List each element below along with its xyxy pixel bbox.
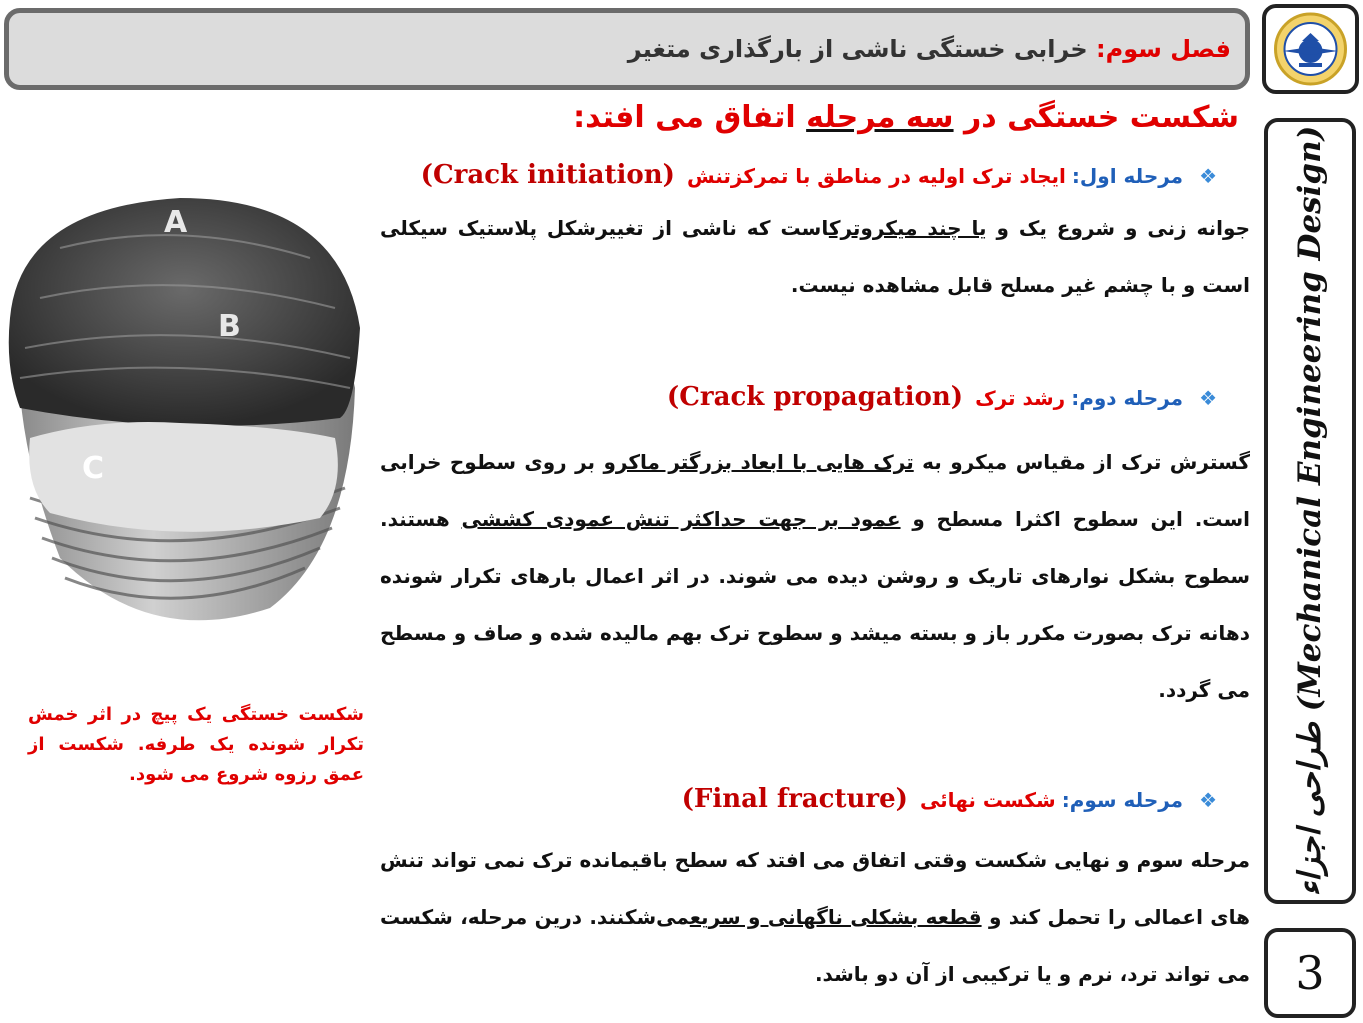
stage3-text-c: می‌شکنند. درین مرحله، شکست می تواند ترد، نرم و یا ترکیبی از آن دو باشد. [380,905,1250,986]
stage3-text-b: قطعه بشکلی ناگهانی و سریع [689,905,982,929]
page-number: 3 [1264,928,1356,1018]
stage2-paragraph [380,434,1250,719]
stage1-text-a: جوانه زنی و شروع یک و [996,216,1250,240]
diamond-bullet-icon: ❖ [1199,788,1217,812]
bolt-fracture-photo [0,168,370,658]
stage2-text-a: گسترش ترک از مقیاس میکرو به [922,450,1250,474]
stage1-text-c: است که ناشی از تغییرشکل پلاستیک سیکلی است و با چشم غیر مسلح قابل مشاهده نیست. [380,216,1250,297]
stage1-label: مرحله اول: [1071,164,1184,188]
stage1-title-fa: ایجاد ترک اولیه در مناطق با تمرکزتنش [686,164,1066,188]
chapter-label: فصل سوم: [1096,35,1231,63]
stage3-paragraph [380,832,1250,1003]
stage1-heading [421,160,1217,190]
diamond-bullet-icon: ❖ [1199,164,1217,188]
chapter-header [4,8,1250,90]
university-emblem-icon [1269,11,1352,87]
stage2-text-e: هستند. سطوح بشکل نوارهای تاریک و روشن دیده می شوند. در اثر اعمال بارهای تکرار شونده دهانه ترک بصورت مکرر باز و بسته میشد و سطوح ترک بهم مالیده شده و صاف و مسطح می گردد. [380,507,1250,702]
stage3-title-fa: شکست نهائی [919,788,1056,812]
diamond-bullet-icon: ❖ [1199,386,1217,410]
stage3-text-a: مرحله سوم و نهایی شکست وقتی اتفاق می افتد که سطح باقیمانده ترک نمی تواند تنش های اعمالی را تحمل کند و [380,848,1251,929]
course-sidebar [1264,118,1356,904]
region-label-c: C [82,451,105,486]
photo-caption: شکست خستگی یک پیچ در اثر خمش تکرار شونده یک طرفه. شکست از عمق رزوه شروع می شود. [28,704,364,785]
region-label-b: B [218,309,241,344]
course-title: طراحی اجزاء (Mechanical Engineering Design) [1292,125,1328,897]
stage2-label: مرحله دوم: [1071,386,1184,410]
region-label-a: A [164,205,188,240]
stage1-text-b: یا چند میکروترک [828,216,987,240]
university-logo [1262,4,1359,94]
main-title [573,100,1239,135]
main-title-part1: شکست خستگی در [964,100,1239,135]
stage2-title-fa: رشد ترک [975,386,1066,410]
stage1-paragraph [380,200,1250,314]
stage2-heading [667,382,1217,412]
stage2-text-c: بر روی سطوح خرابی است. این سطوح اکثرا مسطح و [380,450,1250,531]
stage3-heading [682,784,1217,814]
chapter-title: خرابی خستگی ناشی از بارگذاری متغیر [627,35,1088,63]
stage3-label: مرحله سوم: [1061,788,1184,812]
stage3-title-en: (Final fracture) [681,784,908,814]
main-title-part2: سه مرحله [806,100,954,135]
stage2-text-b: ترک هایی با ابعاد بزرگتر ماکرو [603,450,914,474]
main-title-part3: اتفاق می افتد: [573,100,796,135]
stage1-title-en: (Crack initiation) [420,160,675,190]
stage2-title-en: (Crack propagation) [666,382,964,412]
stage2-text-d: عمود بر جهت حداکثر تنش عمودی کششی [461,507,901,531]
